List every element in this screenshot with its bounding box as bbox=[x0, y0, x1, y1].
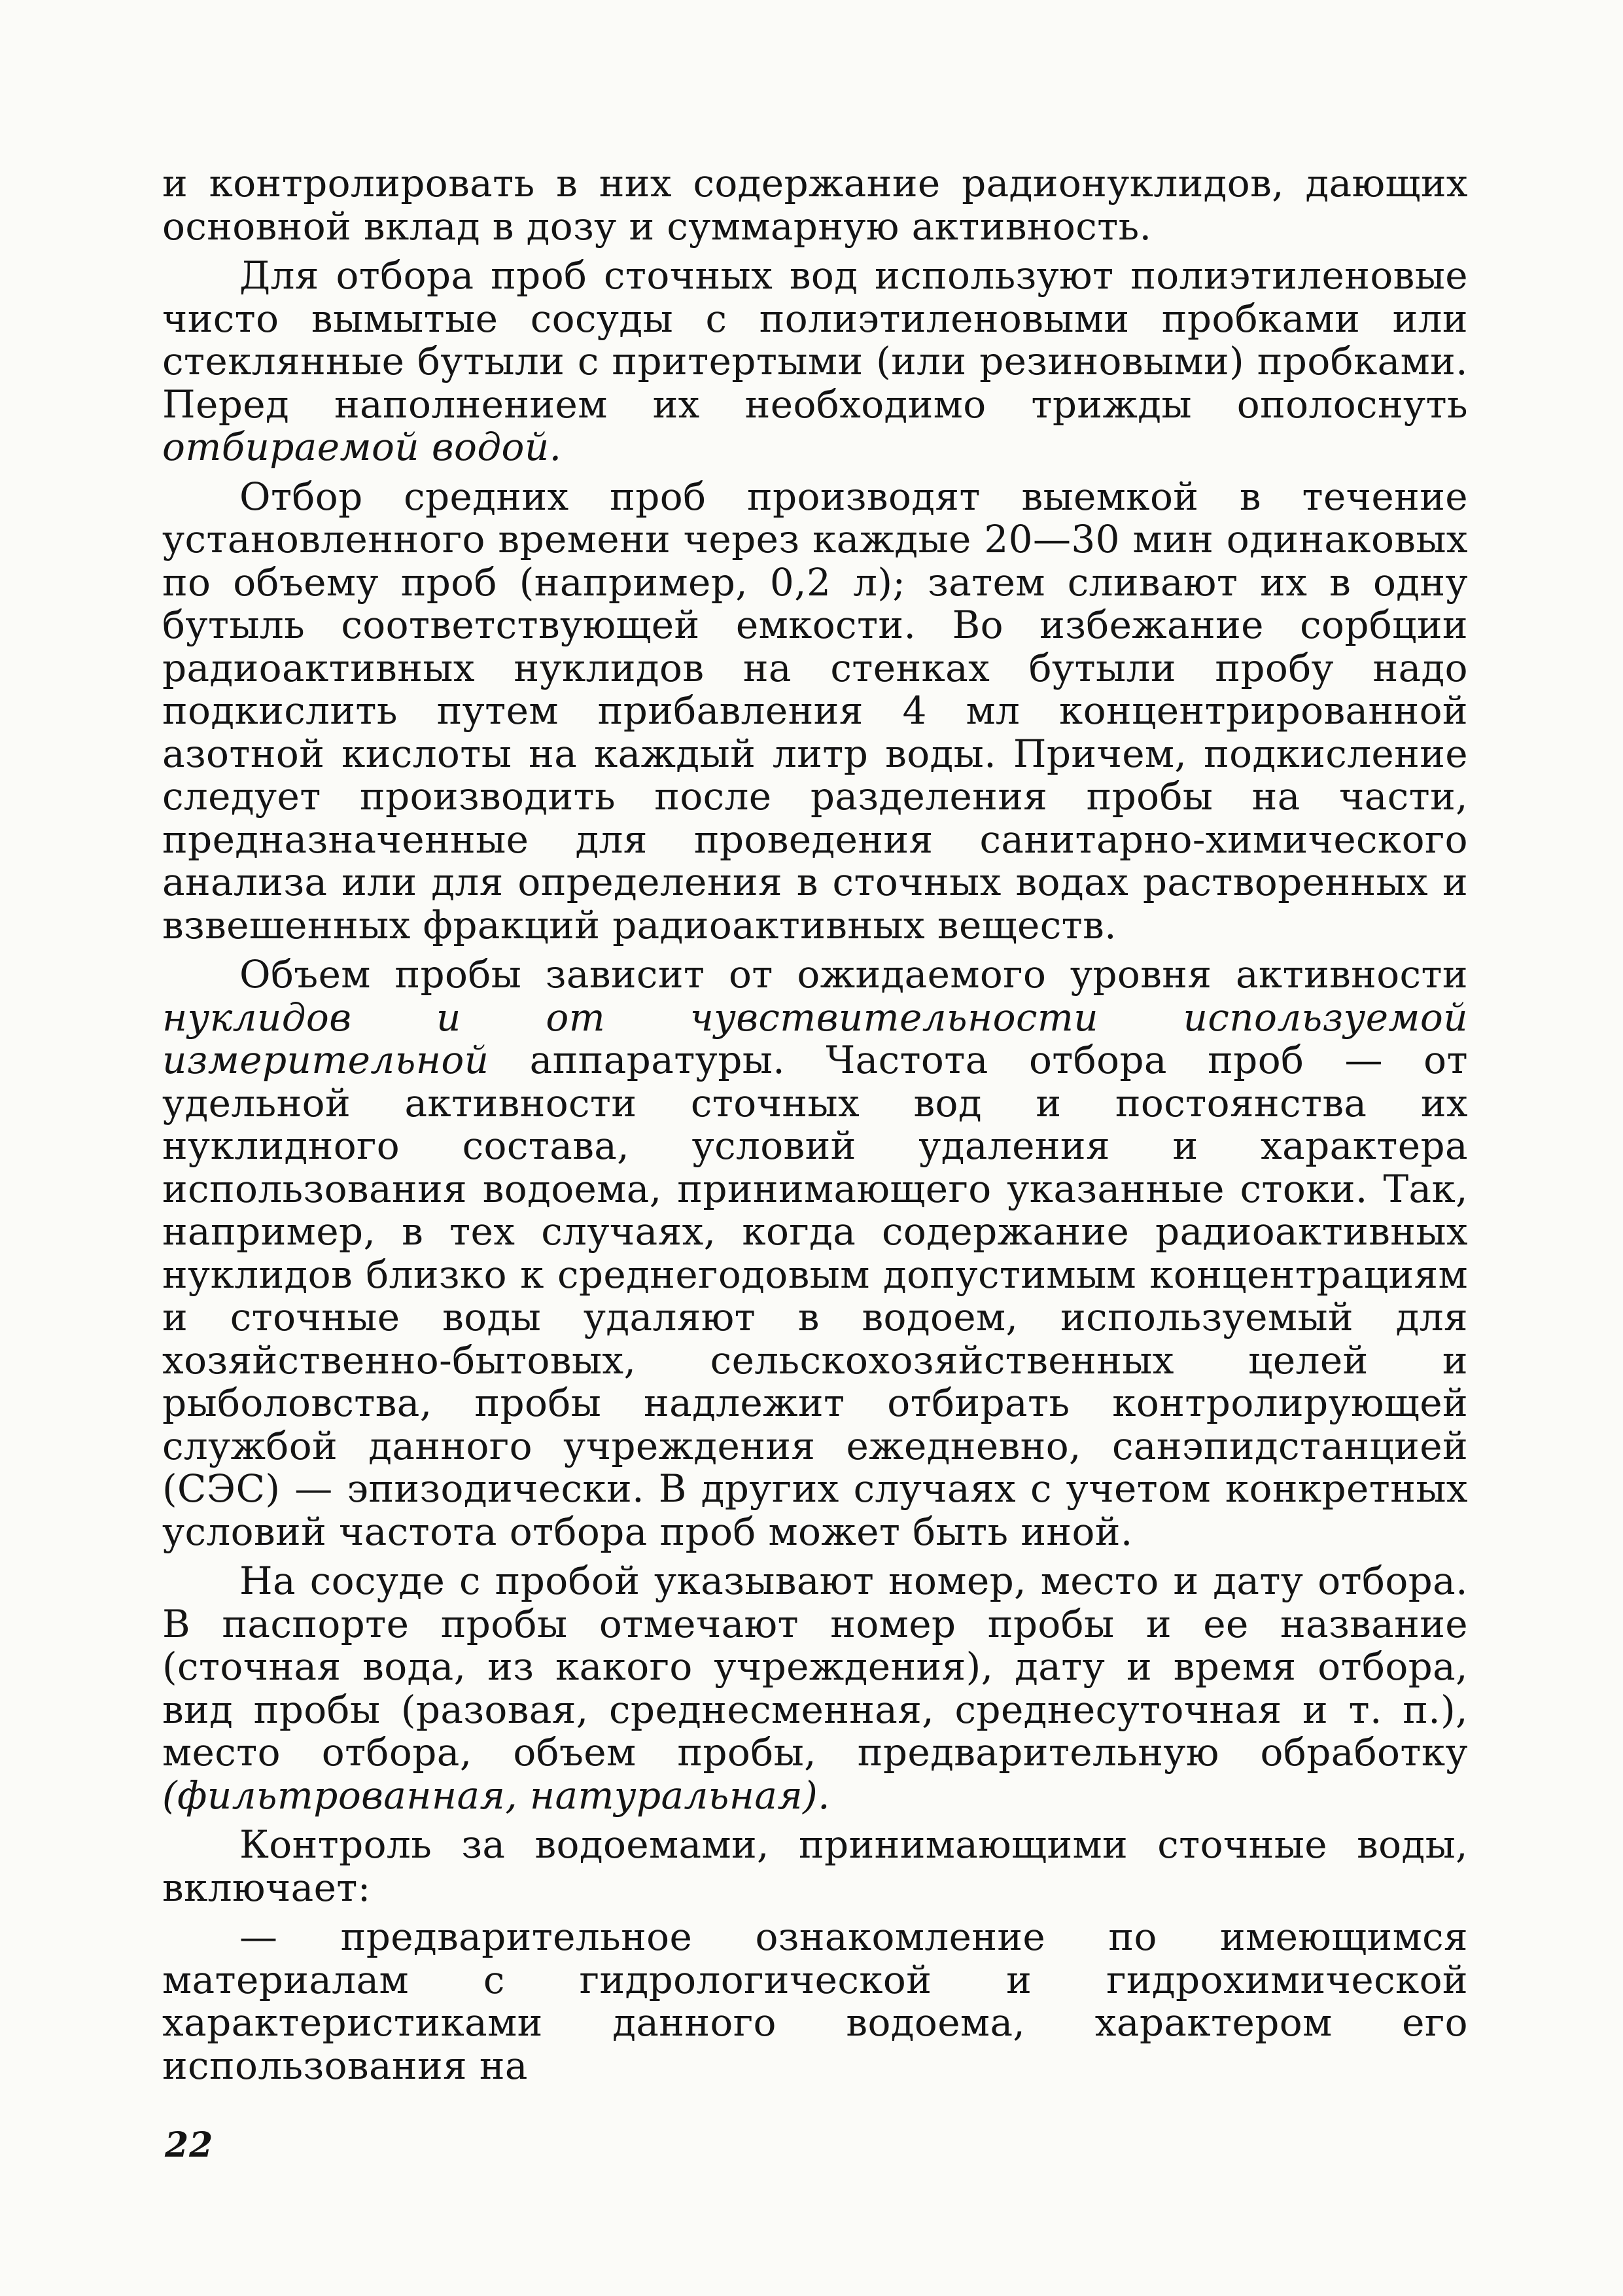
paragraph-5-italic-text: (фильтрованная, натуральная). bbox=[162, 1773, 831, 1818]
paragraph-4 bbox=[162, 953, 1468, 1553]
paragraph-5 bbox=[162, 1560, 1468, 1817]
paragraph-4-text-start: Объем пробы зависит от ожидаемого уровня активности bbox=[239, 952, 1468, 997]
page-number: 22 bbox=[165, 2125, 214, 2165]
paragraph-7 bbox=[162, 1916, 1468, 2087]
paragraph-3-text: Отбор средних проб производят выемкой в течение установленного времени через каждые 20—30 мин одинаковых по объему проб (например, 0,2 л); затем сливают их в одну бутыль соответствующей емкости. Во избежание сорбции радиоактивных нуклидов на стенках бутыли пробу надо подкислить путем прибавления 4 мл концентрированной азотной кислоты на каждый литр воды. Причем, подкисление следует производить после разделения пробы на части, предназначенные для проведения санитарно-химического анализа или для определения в сточных водах растворенных и взвешенных фракций радиоактивных веществ. bbox=[162, 474, 1468, 947]
paragraph-1 bbox=[162, 162, 1468, 248]
paragraph-1-text: и контролировать в них содержание радионуклидов, дающих основной вклад в дозу и суммарную активность. bbox=[162, 161, 1468, 249]
body-text bbox=[162, 162, 1468, 2087]
paragraph-4-text-end: аппаратуры. Частота отбора проб — от удельной активности сточных вод и постоянства их нуклидного состава, условий удаления и характера использования водоема, принимающего указанные стоки. Так, например, в тех случаях, когда содержание радиоактивных нуклидов близко к среднегодовым допустимым концентрациям и сточные воды удаляют в водоем, используемый для хозяйственно-бытовых, сельскохозяйственных целей и рыболовства, пробы надлежит отбирать контролирующей службой данного учреждения ежедневно, санэпидстанцией (СЭС) — эпизодически. В других случаях с учетом конкретных условий частота отбора проб может быть иной. bbox=[162, 1038, 1468, 1554]
paragraph-5-text: На сосуде с пробой указывают номер, место и дату отбора. В паспорте пробы отмечают номер пробы и ее название (сточная вода, из какого учреждения), дату и время отбора, вид пробы (разовая, среднесменная, среднесуточная и т. п.), место отбора, объем пробы, предварительную обработку bbox=[162, 1559, 1468, 1775]
paragraph-2 bbox=[162, 255, 1468, 469]
paragraph-2-italic-text: отбираемой водой. bbox=[162, 425, 562, 469]
paragraph-2-text: Для отбора проб сточных вод используют полиэтиленовые чисто вымытые сосуды с полиэтиленовыми пробками или стеклянные бутыли с притертыми (или резиновыми) пробками. Перед наполнением их необходимо трижды ополоснуть bbox=[162, 253, 1468, 427]
paragraph-3 bbox=[162, 476, 1468, 947]
paragraph-4-italic-text: нуклидов и от чувствительности используемой измерительной bbox=[162, 995, 1468, 1082]
paragraph-6-text: Контроль за водоемами, принимающими сточные воды, включает: bbox=[162, 1822, 1468, 1910]
paragraph-6 bbox=[162, 1824, 1468, 1909]
paragraph-7-text: — предварительное ознакомление по имеющимся материалам с гидрологической и гидрохимической характеристиками данного водоема, характером его использования на bbox=[162, 1915, 1468, 2088]
